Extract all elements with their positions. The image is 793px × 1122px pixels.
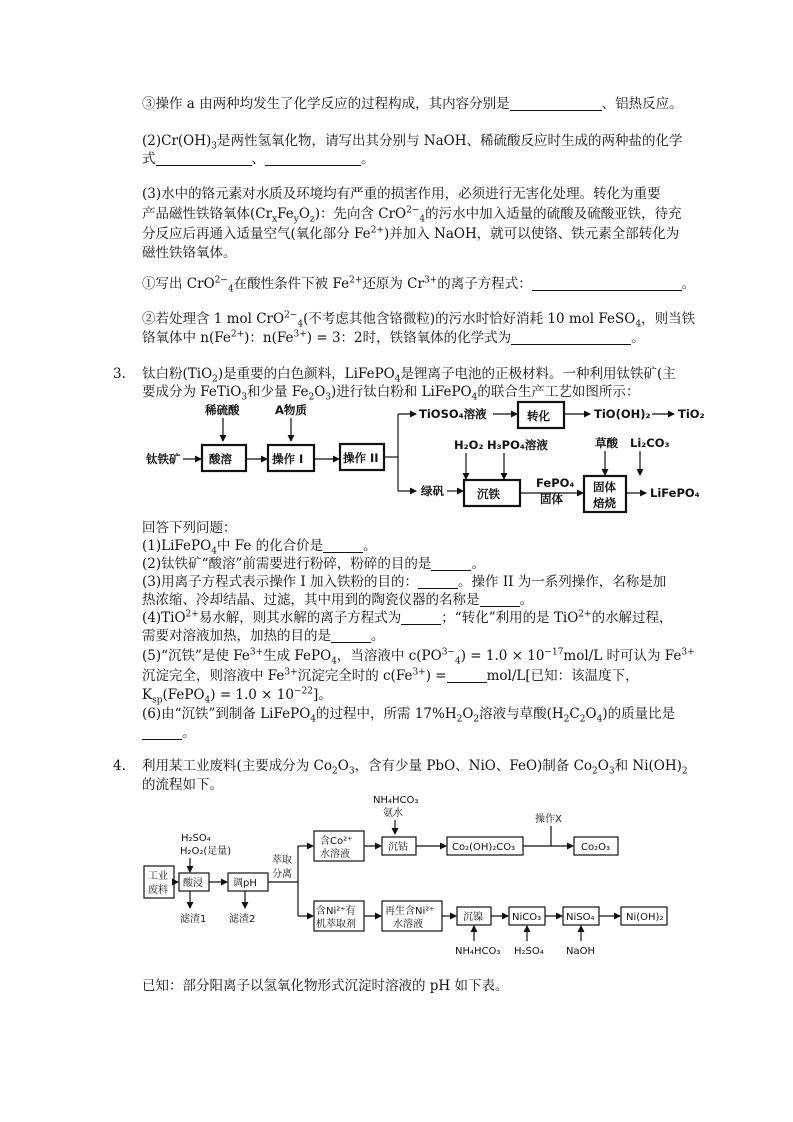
- text: 调pH: [233, 878, 257, 889]
- text: Co₂(OH)₂CO₃: [452, 842, 516, 853]
- text: ，含有少量 PbO、NiO、FeO)制备 Co: [354, 758, 593, 774]
- text: (4)TiO: [142, 610, 186, 626]
- text: 在酸性条件下被 Fe: [233, 276, 350, 292]
- text: 绿矾: [421, 484, 444, 498]
- text: (5)“沉铁”是使 Fe: [142, 648, 250, 664]
- label-substance-a: A物质: [275, 403, 307, 417]
- text: 。: [361, 151, 375, 167]
- text: 。: [363, 538, 377, 554]
- text: 草酸: [595, 436, 618, 450]
- text: O: [462, 706, 474, 722]
- q2-line-4: (3)水中的铬元素对水质及环境均有严重的损害作用，必须进行无害化处理。转化为重要: [142, 186, 661, 202]
- text: 沉铁: [477, 487, 500, 501]
- q3-part-5c: $K_{sp}(FePO_4) = 1.0 \times 10^{-22}$]。: [142, 686, 332, 706]
- text: O: [314, 384, 326, 400]
- text: 。: [182, 725, 196, 741]
- text: Ni(OH)₂: [626, 912, 664, 923]
- q3-part-5b: 沉淀完全，则溶液中 $Fe^{3+}$沉淀完全时的 $c(Fe^{3+}) = mol/L$[已知：该温度下，: [142, 667, 639, 684]
- text: 固体: [540, 492, 563, 506]
- question-number: 3.: [113, 366, 126, 382]
- text: (1)LiFePO: [142, 538, 212, 554]
- q3-part-4: (4)TiO$^{2+}$易水解，则其水解的离子方程式为 ；“转化”利用的是 TiO$^{2+}$的水解过程，: [142, 609, 673, 626]
- text: (2)Cr(OH): [142, 133, 212, 149]
- text: 铬氧体中 n(Fe: [142, 330, 231, 346]
- text: O: [597, 758, 609, 774]
- text: NiSO₄: [566, 912, 595, 923]
- text: Li₂CO₃: [630, 436, 670, 450]
- text: 的过程中，所需 17%H: [316, 706, 457, 722]
- text: ) = 1.0 × 10: [460, 648, 545, 664]
- text: 机萃取剂: [316, 919, 356, 930]
- text: 酸溶: [209, 452, 232, 466]
- text: O: [585, 706, 597, 722]
- q2-line-7: 磁性铁铬氧体。: [142, 245, 237, 261]
- text: C: [569, 706, 580, 722]
- label-ilmenite: 钛铁矿: [146, 452, 181, 466]
- text: 和 Ni(OH): [614, 758, 682, 774]
- text: ) =: [425, 668, 447, 684]
- text: 。: [371, 628, 385, 644]
- text: 滤渣2: [229, 914, 256, 925]
- q2-line-2: $(2)Cr(OH)_3$是两性氢氧化物，请写出其分别与 NaOH、稀硫酸反应时生成的两种盐的化学: [142, 133, 683, 152]
- text: 的联合生产工艺如图所示：: [477, 384, 640, 400]
- text: TiO(OH)₂: [594, 407, 651, 421]
- text: 氨水: [383, 808, 403, 819]
- text: 要成分为 FeTiO: [142, 384, 242, 400]
- q2-line-5: 产品磁性铁铬氧体$(Cr_xFe_yO_z)$：先向含 CrO$^{2-}_4$的污水中加入适量的硫酸及硫酸亚铁，待充: [142, 205, 682, 225]
- text: 产品磁性铁铬氧体(Cr: [142, 206, 273, 222]
- text: H₃PO₄溶液: [487, 438, 548, 452]
- text: 沉淀完全，则溶液中 Fe: [142, 668, 285, 684]
- text: NH₄HCO₃: [455, 946, 501, 957]
- text: H₂SO₄: [181, 833, 211, 844]
- text: 生成 FePO: [263, 648, 332, 664]
- text: 溶液与草酸(H: [479, 706, 564, 722]
- text: 的离子方程式：: [437, 276, 532, 292]
- q3-part-5: (5)“沉铁”是使 $Fe^{3+}$生成 FePO$_4$，当溶液中 $c(PO^{3-}_4) = 1.0 \times 10^{-17}mol/L$ 时可认为 $Fe^{3+}$: [142, 647, 695, 667]
- text: 的污水中加入适量的硫酸及硫酸亚铁，待充: [425, 206, 682, 222]
- text: mol/L[已知：该温度下，: [486, 668, 639, 684]
- q4-line-1: 利用某工业废料(主要成分为 $Co_2O_3$，含有少量 PbO、NiO、FeO)制备 $Co_2O_3$和 $Ni(OH)_2$: [142, 758, 688, 777]
- text: (2)钛铁矿“酸溶”前需要进行粉碎，粉碎的目的是: [142, 556, 432, 572]
- text: ，当溶液中 c(PO: [336, 648, 442, 664]
- text: 易水解，则其水解的离子方程式为: [198, 610, 402, 626]
- text: mol/L 时可认为 Fe: [563, 648, 682, 664]
- text: 、: [251, 151, 265, 167]
- text: K: [142, 687, 153, 703]
- text: ) = 3：2时，铁铬氧体的化学式为: [306, 330, 512, 346]
- text: 还原为 Cr: [362, 276, 424, 292]
- text: )：先向含 CrO: [314, 206, 407, 222]
- text: 钛白粉(TiO: [142, 366, 213, 382]
- text: NaOH: [566, 946, 595, 957]
- q4-known: 已知：部分阳离子以氢氧化物形式沉淀时溶液的 pH 如下表。: [142, 978, 509, 994]
- text: TiO₂: [678, 407, 705, 421]
- text: ) = 1.0 × 10: [210, 687, 294, 703]
- text: 废料: [148, 885, 168, 896]
- q3-line-1: 钛白粉(TiO$_2$)是重要的白色颜料，LiFePO$_4$是锂离子电池的正极材料。一种利用钛铁矿(主: [142, 366, 676, 385]
- text: 水溶液: [320, 849, 350, 860]
- text: (6)由“沉铁”到制备 LiFePO: [142, 706, 311, 722]
- text: (3)用离子方程式表示操作 I 加入铁粉的目的：: [142, 574, 419, 590]
- text: 分反应后再通入适量空气(氧化部分 Fe: [142, 226, 371, 242]
- text: Fe: [277, 206, 294, 222]
- text: ；“转化”利用的是 TiO: [441, 610, 579, 626]
- text: LiFePO₄: [650, 486, 700, 500]
- text: 酸浸: [183, 878, 203, 889]
- text: 操作 I: [272, 452, 304, 466]
- text: 滤渣1: [180, 914, 207, 925]
- q4-line-2: 的流程如下。: [142, 777, 223, 793]
- text: ，则当铁: [641, 311, 696, 327]
- text: 操作 II: [343, 451, 379, 465]
- q2-line-10: 铬氧体中 $n(Fe^{2+})$：$n(Fe^{3+}) = 3$：2时，铁铬氧体的化学式为 。: [142, 329, 645, 346]
- text: )的质量比是: [602, 706, 676, 722]
- text: 萃取: [272, 855, 292, 866]
- text: 是两性氢氧化物，请写出其分别与 NaOH、稀硫酸反应时生成的两种盐的化学: [217, 133, 683, 149]
- text: 。: [631, 330, 645, 346]
- text: ①写出 CrO: [142, 276, 215, 292]
- text: 的水解过程，: [591, 610, 673, 626]
- text: O: [298, 206, 310, 222]
- text: 。: [471, 556, 485, 572]
- label-dilute-sulfuric-acid: 稀硫酸: [205, 403, 240, 417]
- question-number: 4.: [113, 758, 126, 774]
- text: NH₄HCO₃: [373, 795, 419, 806]
- text: NiCO₃: [512, 912, 542, 923]
- text: )是重要的白色颜料，LiFePO: [217, 366, 395, 382]
- text: ②若处理含 1 mol CrO: [142, 311, 285, 327]
- text: 工业: [148, 871, 168, 882]
- text: 转化: [527, 409, 550, 423]
- text: ③操作 a 由两种均发生了化学反应的过程构成，其内容分别是: [142, 96, 510, 112]
- text: TiOSO₄溶液: [419, 407, 487, 421]
- text: (FePO: [162, 687, 205, 703]
- text: ]。: [312, 687, 332, 703]
- text: O: [337, 758, 349, 774]
- text: )并加入 NaOH，就可以使铬、铁元素全部转化为: [383, 226, 680, 242]
- text: 式: [142, 151, 156, 167]
- q2-line-9: ②若处理含 1 mol CrO$^{2-}_4$(不考虑其他含铬微粒)的污水时恰好消耗 10 mol FeSO$_4$，则当铁: [142, 310, 696, 330]
- text: )进行钛白粉和 LiFePO: [331, 384, 472, 400]
- q3-part-6: (6)由“沉铁”到制备 LiFePO$_4$的过程中，所需 $17\%H_2O_2$溶液与草酸$(H_2C_2O_4)$的质量比是: [142, 706, 676, 725]
- text: 热浓缩、冷却结晶、过滤，其中用到的陶瓷仪器的名称是: [142, 592, 480, 608]
- text: 焙烧: [593, 496, 616, 510]
- text: 再生含Ni²⁺: [385, 906, 435, 917]
- text: 水溶液: [393, 919, 423, 930]
- text: 利用某工业废料(主要成分为 Co: [142, 758, 333, 774]
- text: 分离: [272, 869, 292, 880]
- text: Co₂O₃: [581, 842, 610, 853]
- text: FePO₄: [536, 476, 575, 490]
- q3-answer-intro: 回答下列问题：: [142, 520, 237, 536]
- text: 、铝热反应。: [601, 96, 683, 112]
- text: 沉淀完全时的 c(Fe: [297, 668, 413, 684]
- q2-line-8: ①写出 CrO$^{2-}_4$在酸性条件下被 $Fe^{2+}$还原为 $Cr^{3+}$的离子方程式： 。: [142, 275, 696, 295]
- text: 。: [681, 276, 696, 292]
- text: 含Ni²⁺有: [316, 906, 356, 917]
- text: 中 Fe 的化合价是: [216, 538, 324, 554]
- text: 和少量 Fe: [247, 384, 309, 400]
- text: H₂O₂(足量): [180, 846, 232, 857]
- text: 。: [519, 592, 533, 608]
- text: 。操作 II 为一系列操作，名称是加: [458, 574, 667, 590]
- text: 沉镍: [463, 912, 483, 923]
- text: (不考虑其他含铬微粒)的污水时恰好消耗 10 mol FeSO: [303, 311, 636, 327]
- text: 沉钴: [388, 842, 408, 853]
- text: )：n(Fe: [244, 330, 294, 346]
- q3-part-1: (1)LiFePO$_4$中 Fe 的化合价是 。: [142, 538, 377, 557]
- text: H₂O₂: [454, 438, 484, 452]
- q2-line-6: 分反应后再通入适量空气(氧化部分 $Fe^{2+}$)并加入 NaOH，就可以使铬、铁元素全部转化为: [142, 225, 680, 242]
- text: 是锂离子电池的正极材料。一种利用钛铁矿(主: [400, 366, 676, 382]
- q3-line-2: 要成分为 FeTiO$_3$和少量 $Fe_2O_3$)进行钛白粉和 LiFePO$_4$的联合生产工艺如图所示：: [142, 384, 640, 403]
- text: 需要对溶液加热，加热的目的是: [142, 628, 331, 644]
- text: 含Co²⁺: [320, 836, 353, 847]
- text: 操作X: [535, 814, 562, 825]
- text: H₂SO₄: [514, 946, 544, 957]
- text: 固体: [593, 480, 616, 494]
